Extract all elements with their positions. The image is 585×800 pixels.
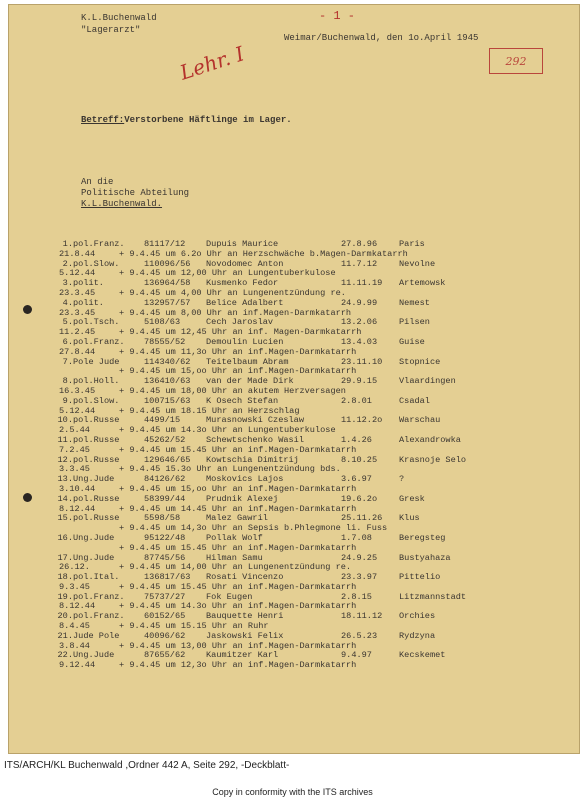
entry-prisoner-number: 5108/63 [144, 317, 181, 328]
entry-death-note: + 9.4.45 um 13,00 Uhr an inf.Magen-Darmkatarrh [119, 640, 357, 651]
entry-prisoner-number: 110096/56 [144, 258, 191, 269]
prisoner-list [49, 240, 579, 671]
entry-prisoner-number: 114340/62 [144, 356, 191, 367]
entry-prisoner-number: 136964/58 [144, 278, 191, 289]
entry-death-note: + 9.4.45 um 4,00 Uhr an Lungenentzündung re. [119, 287, 346, 298]
entry-name: Moskovics Lajos [206, 474, 284, 485]
entry-number: 2. [62, 258, 73, 269]
entry-prisoner-number: 132957/57 [144, 297, 191, 308]
entry-name: Fok Eugen [206, 591, 253, 602]
entry-number: 19. [57, 591, 73, 602]
entry-birth-place: Alexandrowka [399, 434, 461, 445]
entry-category: polit. [73, 278, 104, 289]
entry-category: Ung.Jude [73, 532, 115, 543]
entry-birth-place: Pilsen [399, 317, 430, 328]
entry-number: 8. [62, 376, 73, 387]
list-item [49, 318, 579, 338]
entry-birth-date: 27.8.96 [341, 239, 378, 249]
entry-number: 20. [57, 611, 73, 622]
entry-death-note: + 9.4.45 um 14,00 Uhr an Lungenentzündung re. [119, 562, 352, 573]
entry-category: pol.Franz. [73, 239, 125, 249]
entry-number: 1. [62, 239, 73, 249]
entry-death-note: + 9.4.45 um 18,00 Uhr an akutem Herzversagen [119, 385, 346, 396]
entry-prisoner-number: 5598/58 [144, 513, 181, 524]
entry-category: pol.Russe [73, 513, 120, 524]
entry-birth-date: 18.11.12 [341, 611, 383, 622]
entry-arrival-date: 2.5.44 [59, 425, 90, 436]
entry-prisoner-number: 84126/62 [144, 474, 186, 485]
entry-prisoner-number: 136817/63 [144, 572, 191, 583]
addressee-line-3: K.L.Buchenwald. [81, 199, 163, 209]
entry-name: Belice Adalbert [206, 297, 284, 308]
entry-arrival-date: 9.3.45 [59, 581, 90, 592]
entry-birth-date: 29.9.15 [341, 376, 378, 387]
entry-category: pol.Russe [73, 434, 120, 445]
addressee-line-2: Politische Abteilung [81, 188, 190, 198]
entry-prisoner-number: 87745/56 [144, 552, 186, 563]
entry-arrival-date: 26.12. [59, 562, 90, 573]
entry-prisoner-number: 129646/65 [144, 454, 191, 465]
subject-line [81, 115, 292, 126]
list-item [49, 358, 579, 378]
entry-category: Pole Jude [73, 356, 120, 367]
entry-number: 16. [57, 532, 73, 543]
entry-arrival-date: 3.10.44 [59, 483, 96, 494]
entry-category: pol.Holl. [73, 376, 120, 387]
entry-arrival-date: 27.8.44 [59, 346, 96, 357]
punch-hole [23, 493, 32, 502]
entry-birth-date: 3.6.97 [341, 474, 372, 485]
entry-birth-date: 11.7.12 [341, 258, 378, 269]
entry-name: Kowtschia Dimitrij [206, 454, 299, 465]
entry-prisoner-number: 81117/12 [144, 239, 186, 249]
list-item [49, 397, 579, 417]
entry-birth-date: 2.8.01 [341, 395, 372, 406]
page-mark: - 1 - [319, 9, 356, 23]
entry-birth-date: 24.9.99 [341, 297, 378, 308]
list-item [49, 534, 579, 554]
entry-category: Ung.Jude [73, 650, 115, 661]
entry-number: 15. [57, 513, 73, 524]
entry-birth-date: 9.4.97 [341, 650, 372, 661]
entry-number: 6. [62, 336, 73, 347]
entry-death-note: + 9.4.45 um 18.15 Uhr an Herzschlag [119, 405, 300, 416]
entry-name: Cech Jaroslav [206, 317, 274, 328]
entry-name: Dupuis Maurice [206, 239, 279, 249]
entry-death-note: + 9.4.45 um 14.45 Uhr an inf.Magen-Darmkatarrh [119, 503, 357, 514]
list-item [49, 377, 579, 397]
entry-arrival-date: 23.3.45 [59, 287, 96, 298]
entry-number: 14. [57, 493, 73, 504]
entry-number: 11. [57, 434, 73, 445]
list-item [49, 612, 579, 632]
entry-prisoner-number: 4499/15 [144, 415, 181, 426]
entry-death-note: + 9.4.45 um 15.45 Uhr an inf.Magen-Darmkatarrh [119, 444, 357, 455]
entry-number: 17. [57, 552, 73, 563]
entry-name: Novodomec Anton [206, 258, 284, 269]
list-item [49, 475, 579, 495]
entry-birth-place: Warschau [399, 415, 441, 426]
list-item [49, 416, 579, 436]
entry-prisoner-number: 87655/62 [144, 650, 186, 661]
entry-category: polit. [73, 297, 104, 308]
entry-death-note: + 9.4.45 um 6.2o Uhr an Herzschwäche b.Magen-Darmkatarrh [119, 248, 408, 259]
entry-birth-place: Bustyahaza [399, 552, 451, 563]
entry-number: 10. [57, 415, 73, 426]
list-item [49, 514, 579, 534]
entry-birth-date: 13.4.03 [341, 336, 378, 347]
entry-birth-place: Stopnice [399, 356, 441, 367]
entry-death-note: + 9.4.45 um 14.3o Uhr an Lungentuberkulose [119, 425, 336, 436]
entry-category: pol.Ital. [73, 572, 120, 583]
entry-arrival-date: 8.12.44 [59, 601, 96, 612]
entry-category: pol.Russe [73, 454, 120, 465]
entry-number: 13. [57, 474, 73, 485]
entry-birth-place: Guise [399, 336, 425, 347]
list-item [49, 436, 579, 456]
list-item [49, 554, 579, 574]
entry-death-note: + 9.4.45 um 12,45 Uhr an inf. Magen-Darmkatarrh [119, 327, 362, 338]
list-item [49, 456, 579, 476]
entry-birth-date: 19.6.2o [341, 493, 378, 504]
entry-category: Ung.Jude [73, 552, 115, 563]
entry-birth-date: 1.7.08 [341, 532, 372, 543]
entry-birth-place: Beregsteg [399, 532, 446, 543]
entry-arrival-date: 9.12.44 [59, 660, 96, 671]
entry-name: Kusmenko Fedor [206, 278, 279, 289]
entry-arrival-date: 21.8.44 [59, 248, 96, 259]
entry-birth-date: 2.8.15 [341, 591, 372, 602]
entry-death-note: + 9.4.45 um 14,3o Uhr an Sepsis b.Phlegmone li. Fuss [119, 523, 388, 534]
entry-arrival-date: 3.3.45 [59, 464, 90, 475]
entry-category: Ung.Jude [73, 474, 115, 485]
archive-caption: ITS/ARCH/KL Buchenwald ,Ordner 442 A, Seite 292, -Deckblatt- [4, 760, 290, 771]
entry-arrival-date: 8.12.44 [59, 503, 96, 514]
entry-category: pol.Franz. [73, 611, 125, 622]
entry-death-note: + 9.4.45 um 8,00 Uhr an inf.Magen-Darmkatarrh [119, 307, 352, 318]
list-item [49, 593, 579, 613]
entry-name: Teitelbaum Abram [206, 356, 289, 367]
addressee-line-1: An die [81, 177, 114, 187]
entry-category: Jude Pole [73, 630, 120, 641]
entry-birth-date: 23.3.97 [341, 572, 378, 583]
entry-name: van der Made Dirk [206, 376, 294, 387]
entry-name: Prudnik Alexej [206, 493, 279, 504]
entry-birth-place: Kecskemet [399, 650, 446, 661]
entry-arrival-date: 5.12.44 [59, 268, 96, 279]
entry-category: pol.Russe [73, 415, 120, 426]
entry-name: Kaumitzer Karl [206, 650, 279, 661]
org-line-2: "Lagerarzt" [81, 25, 141, 35]
entry-number: 5. [62, 317, 73, 328]
archive-stamp-number: 292 [489, 48, 543, 74]
entry-prisoner-number: 95122/48 [144, 532, 186, 543]
entry-arrival-date: 5.12.44 [59, 405, 96, 416]
entry-birth-date: 8.10.25 [341, 454, 378, 465]
entry-name: Hilman Samu [206, 552, 263, 563]
entry-prisoner-number: 60152/65 [144, 611, 186, 622]
entry-prisoner-number: 75737/27 [144, 591, 186, 602]
entry-name: Malez Gawril [206, 513, 268, 524]
entry-birth-place: Nevolne [399, 258, 436, 269]
entry-death-note: + 9.4.45 um 14.3o Uhr an inf.Magen-Darmkatarrh [119, 601, 357, 612]
entry-number: 9. [62, 395, 73, 406]
entry-birth-place: Vlaardingen [399, 376, 456, 387]
list-item [49, 632, 579, 652]
entry-number: 22. [57, 650, 73, 661]
entry-prisoner-number: 45262/52 [144, 434, 186, 445]
entry-category: pol.Slow. [73, 258, 120, 269]
entry-birth-place: Krasnoje Selo [399, 454, 467, 465]
list-item [49, 338, 579, 358]
subject-label: Betreff: [81, 115, 125, 125]
entry-death-note: + 9.4.45 um 15.15 Uhr an Ruhr [119, 621, 269, 632]
entry-death-note: + 9.4.45 um 15,oo Uhr an inf.Magen-Darmkatarrh [119, 483, 357, 494]
entry-name: Schewtschenko Wasil [206, 434, 304, 445]
entry-arrival-date: 23.3.45 [59, 307, 96, 318]
entry-category: pol.Slow. [73, 395, 120, 406]
entry-birth-date: 24.9.25 [341, 552, 378, 563]
entry-birth-place: Paris [399, 239, 425, 249]
entry-death-note: + 9.4.45 um 15.45 Uhr an inf.Magen-Darmkatarrh [119, 581, 357, 592]
entry-name: Bauquette Henri [206, 611, 284, 622]
entry-birth-date: 11.12.2o [341, 415, 383, 426]
entry-prisoner-number: 78555/52 [144, 336, 186, 347]
entry-birth-date: 11.11.19 [341, 278, 383, 289]
entry-birth-place: Csadal [399, 395, 430, 406]
entry-arrival-date: 7.2.45 [59, 444, 90, 455]
entry-number: 3. [62, 278, 73, 289]
list-item [49, 240, 579, 260]
archive-footer: Copy in conformity with the ITS archives [212, 787, 373, 797]
entry-arrival-date: 8.4.45 [59, 621, 90, 632]
entry-prisoner-number: 100715/63 [144, 395, 191, 406]
entry-birth-date: 26.5.23 [341, 630, 378, 641]
entry-prisoner-number: 136410/63 [144, 376, 191, 387]
org-line-1: K.L.Buchenwald [81, 13, 157, 23]
list-item [49, 495, 579, 515]
entry-death-note: + 9.4.45 um 12,00 Uhr an Lungentuberkulose [119, 268, 336, 279]
list-item [49, 299, 579, 319]
entry-birth-place: Gresk [399, 493, 425, 504]
entry-birth-place: Artemowsk [399, 278, 446, 289]
entry-birth-place: Pittelio [399, 572, 441, 583]
list-item [49, 651, 579, 671]
list-item [49, 573, 579, 593]
entry-name: K Osech Stefan [206, 395, 279, 406]
place-date: Weimar/Buchenwald, den 1o.April 1945 [284, 33, 479, 43]
entry-name: Murasnowski Czeslaw [206, 415, 304, 426]
entry-arrival-date: 16.3.45 [59, 385, 96, 396]
entry-prisoner-number: 58399/44 [144, 493, 186, 504]
entry-arrival-date: 11.2.45 [59, 327, 96, 338]
entry-category: pol.Tsch. [73, 317, 120, 328]
entry-number: 7. [62, 356, 73, 367]
entry-category: pol.Franz. [73, 591, 125, 602]
entry-birth-date: 23.11.10 [341, 356, 383, 367]
entry-death-note: + 9.4.45 15.3o Uhr an Lungenentzündung bds. [119, 464, 341, 475]
entry-death-note: + 9.4.45 um 15.45 Uhr an inf.Magen-Darmkatarrh [119, 542, 357, 553]
entry-birth-place: Nemest [399, 297, 430, 308]
entry-death-note: + 9.4.45 um 12,3o Uhr an inf.Magen-Darmkatarrh [119, 660, 357, 671]
entry-death-note: + 9.4.45 um 11,3o Uhr an inf.Magen-Darmkatarrh [119, 346, 357, 357]
entry-number: 18. [57, 572, 73, 583]
entry-name: Jaskowski Felix [206, 630, 284, 641]
entry-death-note: + 9.4.45 um 15,oo Uhr an inf.Magen-Darmkatarrh [119, 366, 357, 377]
subject-text: Verstorbene Häftlinge im Lager. [124, 115, 292, 125]
entry-name: Rosati Vincenzo [206, 572, 284, 583]
entry-birth-place: Klus [399, 513, 420, 524]
entry-birth-place: Rydzyna [399, 630, 436, 641]
list-item [49, 260, 579, 280]
entry-birth-date: 25.11.26 [341, 513, 383, 524]
list-item [49, 279, 579, 299]
entry-number: 21. [57, 630, 73, 641]
entry-number: 4. [62, 297, 73, 308]
entry-birth-place: Orchies [399, 611, 436, 622]
entry-prisoner-number: 40096/62 [144, 630, 186, 641]
handwritten-note: Lehr. I [176, 41, 248, 85]
punch-hole [23, 305, 32, 314]
entry-birth-date: 1.4.26 [341, 434, 372, 445]
entry-name: Pollak Wolf [206, 532, 263, 543]
entry-number: 12. [57, 454, 73, 465]
entry-arrival-date: 3.8.44 [59, 640, 90, 651]
entry-category: pol.Franz. [73, 336, 125, 347]
document-page [8, 4, 580, 754]
entry-birth-place: ? [399, 474, 405, 485]
entry-birth-place: Litzmannstadt [399, 591, 467, 602]
entry-birth-date: 13.2.06 [341, 317, 378, 328]
entry-category: pol.Russe [73, 493, 120, 504]
entry-name: Demoulin Lucien [206, 336, 284, 347]
